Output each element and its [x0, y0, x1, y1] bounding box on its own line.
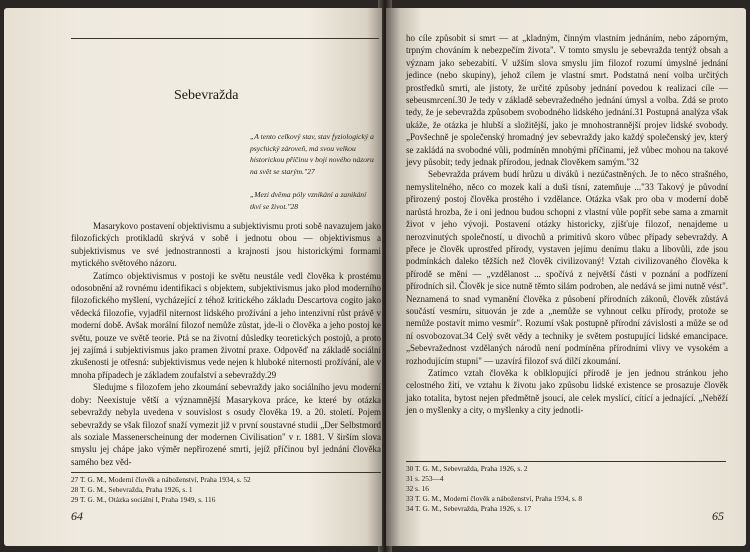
footnote: 34 T. G. M., Sebevražda, Praha 1926, s. 17 — [406, 504, 532, 513]
footnote: 31 s. 253—4 — [406, 474, 444, 483]
footnote: 27 T. G. M., Moderní člověk a náboženství, Praha 1934, s. 52 — [71, 475, 251, 484]
left-footnotes — [71, 472, 381, 505]
left-body-text — [71, 220, 381, 468]
paragraph: ho cíle způsobit si smrt — at „kladným, činným vlastním jednáním, nebo záporným, trpným chováním k nebezpečím života". V tomto smyslu je sebevražda tentýž obsah a význam jako sebezabití. V užším slova smyslu jím filozof rozumí úmyslné jednání jedince (nebo skupiny), jehož cílem je vlastní smrt. Podstatná není volba určitých prostředků smrti, ale jistoty, že určité způsoby jednání povedou k realizaci cíle — sebeusmrcení.30 Je tedy v základě sebevražedného jednání úmysl a volba. Zdá se proto tedy, že je sebevražda způsobem svobodného lidského jednání.31 Postupná analýza však ukáže, že otázka je hlubší a složitější, jako je mnohostrannější projev lidské svobody. „Povšechně je společenský hromadný jev sebevraždy jako každý společenský jev, který se zakládá na svobodné vůli, podmíněn mnohými příčinami, jež vůbec mohou na takové jevy působit; tedy jednak přírodou, jednak člověkem samým."32 — [406, 33, 728, 168]
footnote: 30 T. G. M., Sebevražda, Praha 1926, s. 2 — [406, 464, 528, 473]
header-rule — [71, 38, 379, 39]
right-page — [386, 8, 746, 546]
paragraph: Zatímco objektivismus v postoji ke světu neustále vedl člověka k prostému odosobnění až rovnému identifikaci s objektem, subjektivismus jako plod moderního filozofického myšlení, vycházející z téhož kritického základu Descartova cogito jako vědecká filozofie, vyjadřil niternost lidského prožívání a jeho intenzivní růst právě v moderní době. Avšak morální filozof nemůže zůstat, jde-li o člověka a jeho postoj ke světu, pouze ve světě teorie. Ptá se na životní důsledky teoretických postojů, a proto jej zajímá i subjektivismus jako pramen životní praxe. Odpověď na základě sociální zkušenosti je otřesná: subjektivismus vede nejen k hluboké niternosti prožívání, ale v mnoha případech je základem zoufalství a sebevraždy.29 — [71, 270, 381, 380]
page-number-right: 65 — [712, 509, 724, 523]
right-body-text — [406, 32, 728, 417]
footnote: 29 T. G. M., Otázka sociální I, Praha 1949, s. 116 — [71, 495, 216, 504]
chapter-title: Sebevražda — [174, 88, 239, 103]
paragraph: Zatímco vztah člověka k oblklopující přírodě je jen jednou stránkou jeho celostného žití, ve vztahu k životu jako způsobu lidské existence se prosazuje člověk jako totalita, bytost nejen předmětně jsoucí, ale celek myslící, cítící a jednající. „Neběží jen o myšlenky a city, o myšlenky a city jednotli- — [406, 367, 728, 416]
paragraph: Sledujme s filozofem jeho zkoumání sebevraždy jako sociálního jevu moderní doby: Neexistuje větší a významnější Masarykova práce, ke které by otázka sebevraždy nebyla uvedena v souvislost s osudy člověka 19. a 20. století. Pojem sebevraždy se však filozof snaží vymezit již v první soustavné studii „Der Selbstmord als soziale Massenerscheinung der modernen Civilisation" v r. 1881. V širším slova smyslu jej chápe jako výměr nepřirozené smrti, jejíž příčinou byl jednání člověka samého bez věd- — [71, 382, 381, 467]
footnote: 28 T. G. M., Sebevražda, Praha 1926, s. 1 — [71, 485, 193, 494]
epigraph-quote-1: „A tento celkový stav, stav fyziologický a psychický zároveň, má svou velkou historickou příčinu v boji nového názoru na svět se starým."27 — [250, 132, 374, 176]
paragraph: Sebevražda právem budí hrůzu u diváků i nezúčastněných. Je to něco strašného, nemyslitelného, něco co mozek kalí a duši tísní, zatemňuje ..."33 Takový je původní přirozený postoj člověka prostého i vzdělance. Otázka však pro oba v moderní době narůstá hrozba, že i oni jednou budou schopni z vlastní vůle popřít sebe sama a zmarnit život v jeho vývoji. Postavení otázky historicky, zjišťuje filozof, nenajdeme u nerozvinutých společností, u divochů a primitivů skoro vůbec případy sebevraždy. A přece je člověk uprostřed přírody, vystaven jejímu denímu tlaku a libovůli, zde jsou podmínkách daleko těžších než člověk civilizovaný! Vztah civilizovaného člověka k přírodě se mění — „vzdělanost ... spočívá z největší části v poznání a podřízení přírodních sil. Člověk je sice nutně těmto silám podroben, ale nedává se jimi nutně vést". Neznamená to snad vymanění člověka z působení přírodních zákonů, člověk zůstává součástí vesmíru, situován je zde a „nemůže se vyhnout celku přírody, protože se nemůže postavit mimo vesmír". Rozumí však postupně přírodní závislosti a může se od ní osvobozovat.34 Celý svět vědy a techniky je světem postupující lidské emancipace. „Sebevražednost vzdělaných národů není podmíněna přírodními vlivy ve vysokém a rozhodujícím stupni" — uzavírá filozof svá dílčí zkoumání. — [406, 169, 728, 366]
left-page — [4, 8, 382, 546]
footnote: 33 T. G. M., Moderní člověk a náboženství, Praha 1934, s. 8 — [406, 494, 583, 503]
paragraph: Masarykovo postavení objektivismu a subjektivismu proti sobě navazujem jako filozofických protikladů skrývá v sobě i jednotu obou — objektivismus a subjektivismus ve své jednostrannosti a krajnosti jsou historickými formami mytického světového názoru. — [71, 221, 381, 269]
footnote: 32 s. 16 — [406, 484, 429, 493]
page-number-left: 64 — [71, 509, 83, 523]
epigraph-quote-2: „Mezi dvěma póly vznikání a zanikání tkví se život."28 — [250, 190, 367, 211]
right-footnotes — [406, 461, 726, 514]
